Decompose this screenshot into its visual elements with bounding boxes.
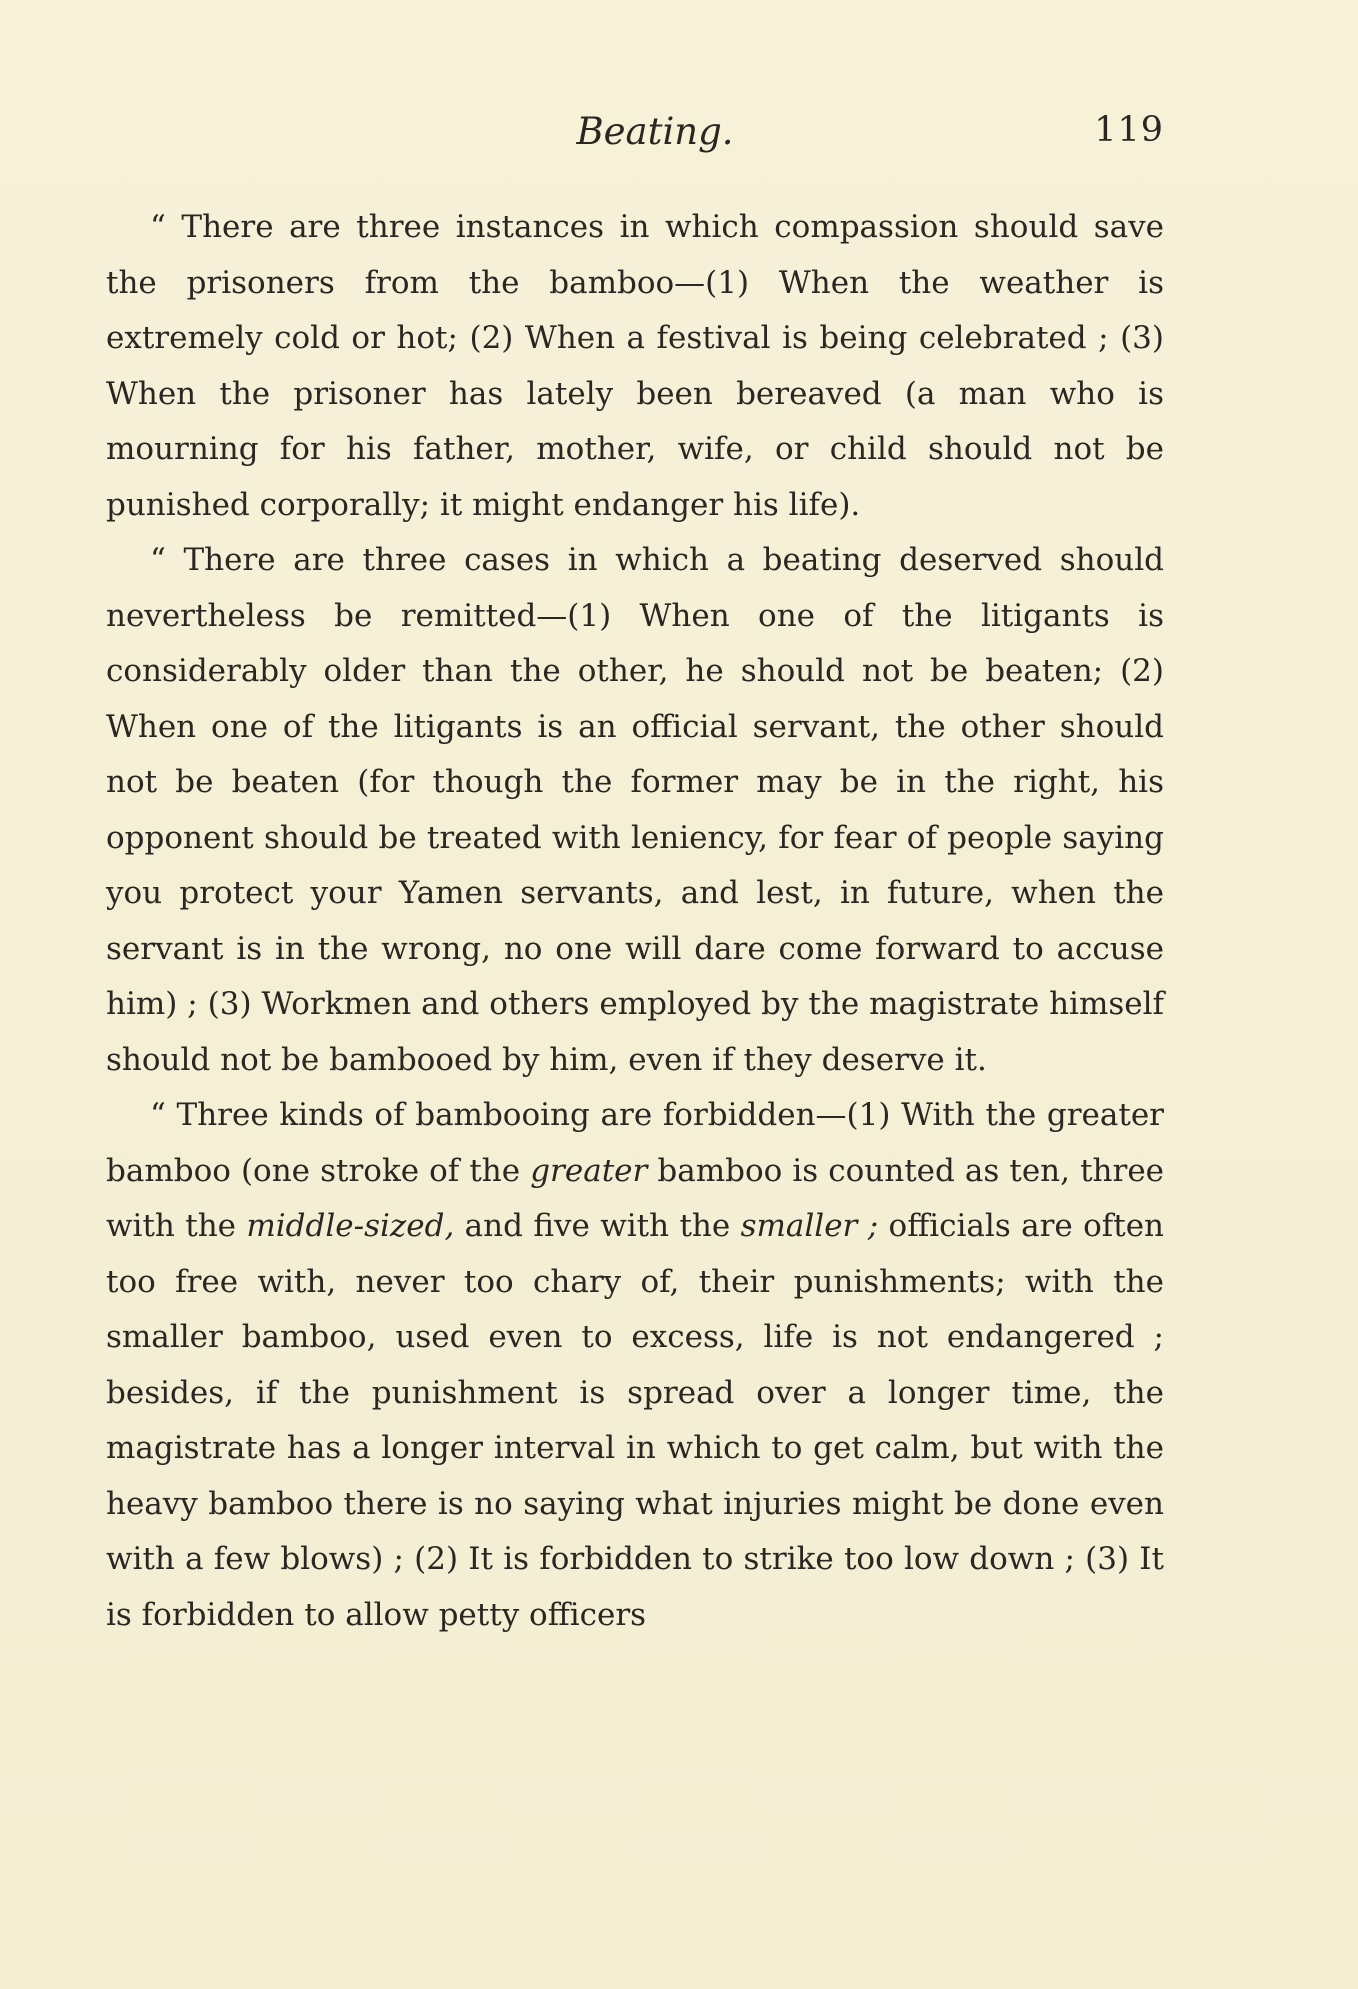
running-title: Beating.: [576, 110, 734, 153]
paragraph-forbidden: [106, 1088, 1164, 1643]
italic-term-middle-sized: middle-sized,: [246, 1208, 455, 1244]
paragraph-segment: and five with the: [454, 1208, 741, 1244]
paragraph-segment: officials are often too free with, never too chary of, their punishments; with the smaller bamboo, used even to excess, life is not endangered ; besides, if the punishment is spread over a longer time, the magistrate has a longer interval in which to get calm, but with the heavy bamboo there is no saying what injuries might be done even with a few blows) ; (2) It is forbidden to strike too low down ; (3) It is forbidden to allow petty officers: [106, 1208, 1165, 1633]
paragraph-remitted: “ There are three cases in which a beating deserved should nevertheless be remitted—(1) When one of the litigants is considerably older than the other, he should not be beaten; (2) When one of the litigants is an official servant, the other should not be beaten (for though the former may be in the right, his opponent should be treated with leniency, for fear of people saying you protect your Yamen servants, and lest, in future, when the servant is in the wrong, no one will dare come forward to accuse him) ; (3) Workmen and others employed by the magistrate himself should not be bambooed by him, even if they deserve it.: [106, 542, 1164, 1078]
italic-term-smaller: smaller ;: [740, 1208, 879, 1244]
body-text: [106, 200, 1164, 1643]
paragraph-compassion: “ There are three instances in which compassion should save the prisoners from the bamboo—(1) When the weather is extremely cold or hot; (2) When a festival is being celebrated ; (3) When the prisoner has lately been bereaved (a man who is mourning for his father, mother, wife, or child should not be punished corporally; it might endanger his life).: [106, 209, 1164, 523]
page-number: 119: [1094, 110, 1164, 150]
page-header: [106, 110, 1164, 170]
paragraph-segment: bamboo is counted as ten, three with the: [106, 1152, 1165, 1244]
paragraph-segment: “ Three kinds of bambooing are forbidden—(1) With the greater bamboo (one stroke of the: [106, 1097, 1164, 1189]
italic-term-greater: greater: [530, 1152, 648, 1189]
